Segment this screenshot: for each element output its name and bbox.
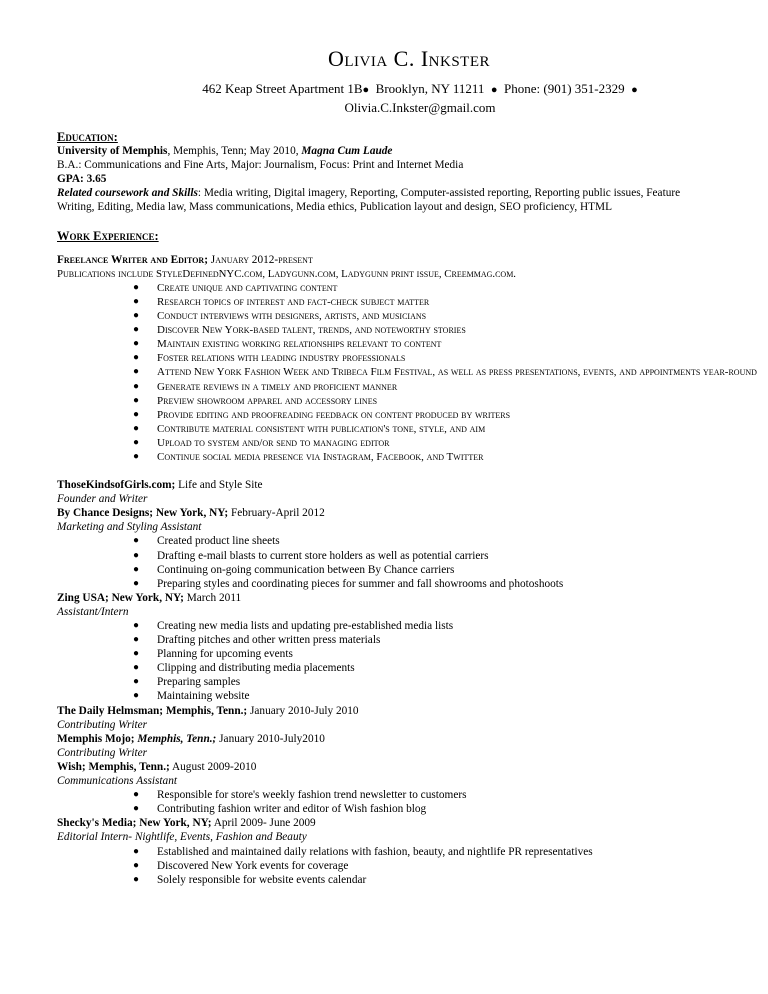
bullet-icon: ● [362, 84, 370, 96]
freelance-title: Freelance Writer and Editor; [57, 253, 208, 266]
email: Olivia.C.Inkster@gmail.com [344, 100, 496, 115]
list-item: ● Contributing fashion writer and editor of Wish fashion blog [57, 802, 757, 816]
list-item: ● Preview showroom apparel and accessory lines [57, 394, 757, 408]
list-item: ● Solely responsible for website events calendar [57, 873, 757, 887]
zing-line [57, 591, 757, 605]
phone: Phone: (901) 351-2329 [504, 81, 625, 96]
list-item: ● Create unique and captivating content [57, 281, 757, 295]
freelance-title-line [57, 253, 757, 267]
bychance-role: Marketing and Styling Assistant [57, 521, 202, 534]
gpa: GPA: 3.65 [57, 173, 107, 186]
zing-date: March 2011 [183, 591, 242, 604]
list-item: ● Contribute material consistent with publication's tone, style, and aim [57, 422, 757, 436]
applicant-name: Olivia C. Inkster [327, 46, 491, 71]
wish-role: Communications Assistant [57, 775, 177, 788]
list-item: ● Discover New York-based talent, trends, and noteworthy stories [57, 323, 757, 337]
list-item: ● Planning for upcoming events [57, 647, 757, 661]
education-heading: Education: [57, 130, 118, 144]
list-item: ● Upload to system and/or send to managing editor [57, 436, 757, 450]
mojo-line [57, 732, 757, 746]
honor: Magna Cum Laude [301, 145, 393, 158]
list-item: ● Responsible for store's weekly fashion trend newsletter to customers [57, 788, 757, 802]
degree: B.A.: Communications and Fine Arts, Major: Journalism, Focus: Print and Internet Media [57, 159, 464, 172]
list-item: ● Drafting pitches and other written press materials [57, 633, 757, 647]
zing-role: Assistant/Intern [57, 605, 129, 618]
list-item: ● Preparing styles and coordinating pieces for summer and fall showrooms and photoshoots [57, 577, 757, 591]
bychance-org: By Chance Designs; New York, NY; [57, 507, 229, 520]
school-location-date: , Memphis, Tenn; May 2010, [167, 145, 299, 158]
helmsman-org: The Daily Helmsman; Memphis, Tenn.; [57, 704, 248, 717]
list-item: ● Creating new media lists and updating pre-established media lists [57, 619, 757, 633]
education-school-line [57, 144, 757, 158]
wish-bullets [57, 788, 757, 816]
school-name: University of Memphis [57, 145, 168, 158]
wish-date: August 2009-2010 [169, 760, 257, 773]
bullet-icon: ● [490, 84, 498, 96]
mojo-org: Memphis Mojo; [57, 732, 135, 745]
coursework-label: Related coursework and Skills [57, 187, 198, 200]
list-item: ● Preparing samples [57, 675, 757, 689]
list-item: ● Attend New York Fashion Week and Tribeca Film Festival, as well as press presentations, events, and appointments year-round [57, 365, 757, 379]
list-item: ● Generate reviews in a timely and proficient manner [57, 380, 757, 394]
bullet-icon: ● [631, 84, 638, 96]
city: Brooklyn, NY 11211 [375, 81, 485, 96]
mojo-role: Contributing Writer [57, 746, 148, 759]
helmsman-date: January 2010-July 2010 [247, 704, 359, 717]
list-item: ● Foster relations with leading industry professionals [57, 351, 757, 365]
sheckys-org: Shecky's Media; New York, NY; [57, 817, 212, 830]
list-item: ● Conduct interviews with designers, artists, and musicians [57, 309, 757, 323]
tkog-desc: Life and Style Site [175, 479, 263, 492]
zing-bullets [57, 619, 757, 704]
list-item: ● Continue social media presence via Instagram, Facebook, and Twitter [57, 450, 757, 464]
helmsman-line [57, 704, 757, 718]
sheckys-bullets [57, 845, 757, 887]
contact-line [120, 80, 720, 99]
zing-org: Zing USA; New York, NY; [57, 591, 184, 604]
contact-block [120, 80, 720, 116]
tkog-line [57, 478, 757, 492]
sheckys-line [57, 816, 757, 830]
coursework-text: : Media writing, Digital imagery, Reporting, Computer-assisted reporting, Reporting public issues, Feature Writing, Editing, Media law, Mass communications, Media ethics, Publication layout and design, SEO proficiency, HTML [57, 187, 681, 214]
wish-line [57, 760, 757, 774]
list-item: ● Provide editing and proofreading feedback on content produced by writers [57, 408, 757, 422]
list-item: ● Maintain existing working relationships relevant to content [57, 337, 757, 351]
bychance-bullets [57, 534, 757, 590]
wish-org: Wish; Memphis, Tenn.; [57, 760, 170, 773]
tkog-org: ThoseKindsofGirls.com; [57, 479, 176, 492]
list-item: ● Continuing on-going communication between By Chance carriers [57, 563, 757, 577]
bychance-date: February-April 2012 [228, 507, 325, 520]
work-heading: Work Experience: [57, 228, 159, 243]
list-item: ● Clipping and distributing media placements [57, 661, 757, 675]
bychance-line [57, 506, 757, 520]
list-item: ● Created product line sheets [57, 534, 757, 548]
helmsman-role: Contributing Writer [57, 718, 148, 731]
freelance-date: January 2012-present [207, 253, 313, 266]
sheckys-role: Editorial Intern- Nightlife, Events, Fashion and Beauty [57, 831, 307, 844]
list-item: ● Discovered New York events for coverage [57, 859, 757, 873]
mojo-date: January 2010-July2010 [216, 732, 325, 745]
freelance-publications: Publications include StyleDefinedNYC.com, Ladygunn.com, Ladygunn print issue, Creemmag.com. [57, 267, 517, 280]
coursework [57, 186, 697, 214]
address: 462 Keap Street Apartment 1B [202, 81, 363, 96]
mojo-loc: Memphis, Tenn.; [134, 732, 217, 745]
tkog-role: Founder and Writer [57, 493, 148, 506]
list-item: ● Established and maintained daily relations with fashion, beauty, and nightlife PR representatives [57, 845, 757, 859]
freelance-bullets [57, 281, 757, 464]
sheckys-date: April 2009- June 2009 [211, 817, 316, 830]
list-item: ● Drafting e-mail blasts to current store holders as well as potential carriers [57, 549, 757, 563]
resume-content [57, 130, 757, 887]
list-item: ● Research topics of interest and fact-check subject matter [57, 295, 757, 309]
list-item: ● Maintaining website [57, 689, 757, 703]
